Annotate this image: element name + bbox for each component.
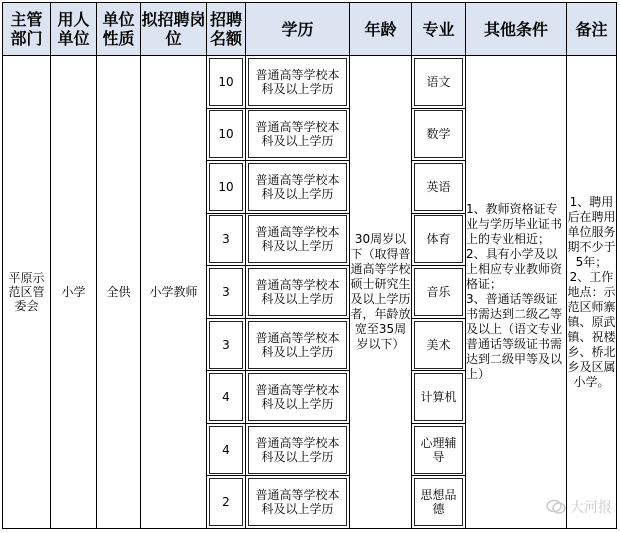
age-cell: 30周岁以下（取得普通高等学校硕士研究生及以上学历者，年龄放宽至35周岁以下） [350, 56, 412, 529]
quota-box: 4 [209, 373, 243, 421]
education-box: 普通高等学校本科及以上学历 [248, 58, 347, 106]
major-box: 英语 [414, 163, 463, 211]
other-cell: 1、教师资格证专业与学历毕业证书上的专业相近； 2、具有小学及以上相应专业教师资格证； 3、普通话等级证书需达到二级乙等及以上（语文专业普通话等级证书需达到二级甲等及以上） [466, 56, 567, 529]
education-cell [246, 213, 350, 266]
education-box: 普通高等学校本科及以上学历 [248, 110, 347, 158]
major-cell [412, 371, 466, 424]
major-box: 美术 [414, 321, 463, 369]
quota-box: 3 [209, 215, 243, 263]
major-box: 思想品德 [414, 478, 463, 526]
header-dept: 主管部门 [3, 3, 51, 56]
education-cell [246, 266, 350, 319]
quota-cell [207, 371, 246, 424]
quota-cell [207, 318, 246, 371]
header-other: 其他条件 [466, 3, 567, 56]
quota-cell [207, 476, 246, 529]
education-cell [246, 318, 350, 371]
quota-box: 10 [209, 110, 243, 158]
recruitment-table [2, 2, 617, 529]
quota-box: 10 [209, 58, 243, 106]
header-education: 学历 [246, 3, 350, 56]
dept-cell: 平原示范区管委会 [3, 56, 51, 529]
major-cell [412, 423, 466, 476]
major-cell [412, 108, 466, 161]
major-box: 音乐 [414, 268, 463, 316]
quota-cell [207, 108, 246, 161]
education-box: 普通高等学校本科及以上学历 [248, 426, 347, 474]
quota-cell [207, 423, 246, 476]
quota-box: 2 [209, 478, 243, 526]
major-box: 计算机 [414, 373, 463, 421]
education-cell [246, 371, 350, 424]
education-cell [246, 161, 350, 214]
education-cell [246, 56, 350, 109]
quota-cell [207, 161, 246, 214]
header-quota: 招聘名额 [207, 3, 246, 56]
quota-box: 3 [209, 321, 243, 369]
header-major: 专业 [412, 3, 466, 56]
major-cell [412, 213, 466, 266]
header-post: 拟招聘岗位 [141, 3, 207, 56]
major-box: 语文 [414, 58, 463, 106]
nature-cell: 全供 [97, 56, 141, 529]
header-nature: 单位性质 [97, 3, 141, 56]
unit-cell: 小学 [51, 56, 97, 529]
header-row [3, 3, 617, 56]
quota-cell [207, 266, 246, 319]
quota-box: 3 [209, 268, 243, 316]
education-cell [246, 476, 350, 529]
major-cell [412, 476, 466, 529]
quota-cell [207, 213, 246, 266]
chat-bubble-icon [546, 499, 566, 515]
watermark-text: 大河报 [570, 500, 612, 516]
header-age: 年龄 [350, 3, 412, 56]
major-box: 体育 [414, 215, 463, 263]
education-box: 普通高等学校本科及以上学历 [248, 163, 347, 211]
watermark [546, 497, 612, 517]
major-cell [412, 266, 466, 319]
education-box: 普通高等学校本科及以上学历 [248, 268, 347, 316]
education-box: 普通高等学校本科及以上学历 [248, 321, 347, 369]
education-cell [246, 423, 350, 476]
major-box: 数学 [414, 110, 463, 158]
education-box: 普通高等学校本科及以上学历 [248, 478, 347, 526]
quota-cell [207, 56, 246, 109]
quota-box: 4 [209, 426, 243, 474]
remark-cell: 1、聘用后在聘用单位服务期不少于5年；2、工作地点：示范区师寨镇、原武镇、祝楼乡、桥北乡及区属小学。 [567, 56, 617, 529]
education-box: 普通高等学校本科及以上学历 [248, 215, 347, 263]
table-row [3, 56, 617, 109]
education-box: 普通高等学校本科及以上学历 [248, 373, 347, 421]
header-remark: 备注 [567, 3, 617, 56]
education-cell [246, 108, 350, 161]
major-box: 心理辅导 [414, 426, 463, 474]
major-cell [412, 161, 466, 214]
header-unit: 用人单位 [51, 3, 97, 56]
quota-box: 10 [209, 163, 243, 211]
major-cell [412, 56, 466, 109]
post-cell: 小学教师 [141, 56, 207, 529]
major-cell [412, 318, 466, 371]
